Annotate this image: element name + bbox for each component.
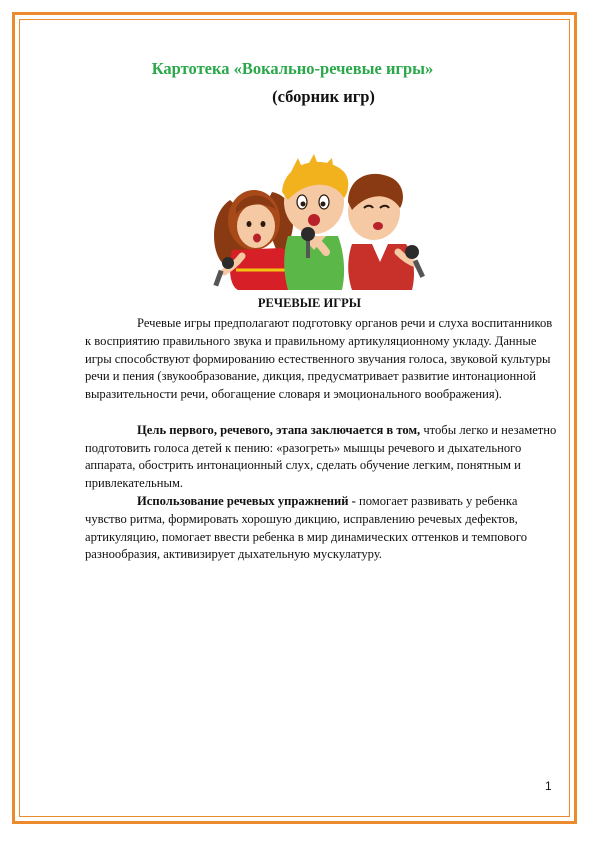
document-subtitle: (сборник игр) (272, 87, 375, 106)
paragraph-goal-lead: Цель первого, речевого, этапа заключается в том, (137, 422, 421, 437)
paragraph-speech-games: Речевые игры предполагают подготовку органов речи и слуха воспитанников к восприятию правильного звука и правильному артикуляционному укладу. Данные игры способствуют формированию естественного звучания голоса, звуковой культуры речи и пения (звукообразование, дикция, предусматривает развитие интонационной выразительности речи, обогащение словаря и эмоционального воображения). (85, 316, 553, 402)
three-singing-children-icon (202, 152, 434, 290)
document-title: Картотека «Вокально-речевые игры» (151, 59, 434, 78)
page-number: 1 (545, 779, 552, 793)
paragraph-exercises-lead: Использование речевых упражнений - (137, 493, 356, 508)
body-text (85, 315, 560, 564)
paragraph-exercises (85, 493, 560, 564)
paragraph-exercises-text: помогает развивать у ребенка чувство ритма, формировать хорошую дикцию, исправлению речевых дефектов, артикуляцию, помогает ввести ребенка в мир динамических оттенков и темпового разнообразия, активизирует дыхательную мускулатуру. (85, 493, 527, 562)
paragraph-goal (85, 422, 560, 493)
section-heading: РЕЧЕВЫЕ ИГРЫ (257, 296, 362, 310)
paragraph-goal-text: чтобы легко и незаметно подготовить голоса детей к пению: «разогреть» мышцы речевого и дыхательного аппарата, обострить интонационный слух, сделать обучение легким, понятным и привлекательным. (85, 422, 557, 491)
paragraph-spacer (85, 404, 560, 422)
